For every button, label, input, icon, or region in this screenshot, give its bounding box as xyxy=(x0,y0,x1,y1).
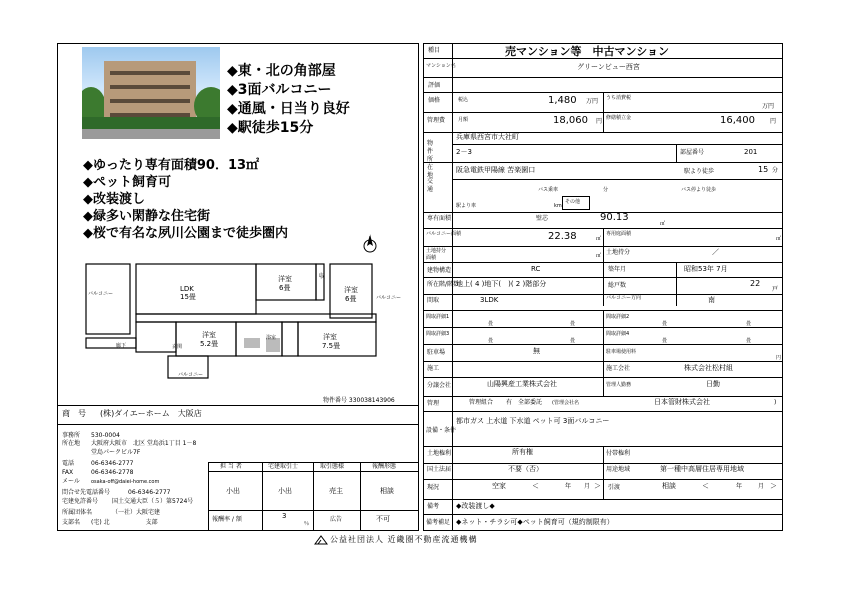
delivery-label: 引渡 xyxy=(608,484,621,491)
structure-label: 建物構造 xyxy=(427,267,452,274)
mansion-name: グリーンビュー西宮 xyxy=(577,63,640,71)
layout-value: 3LDK xyxy=(480,296,499,304)
management-union-value: 有 xyxy=(506,399,513,406)
feature-5: ◆桜で有名な夙川公園まで徒歩圏内 xyxy=(83,226,288,241)
highlight-2: ◆3面バルコニー xyxy=(227,82,332,98)
license-label: 宅建免許番号 xyxy=(62,498,99,505)
madori-3-b: 畳 xyxy=(570,338,576,344)
delivery-month: 月 xyxy=(758,483,765,490)
land-share-unit: ㎡ xyxy=(596,253,602,259)
plan-closet-1: 収 xyxy=(319,273,326,280)
plan-ldk-size: 15畳 xyxy=(180,293,196,301)
price-tax-note: 税込 xyxy=(458,97,469,103)
walk-label: 駅より徒歩 xyxy=(684,168,715,175)
floor-plan xyxy=(84,258,384,388)
shuzen-label: 修繕積立金 xyxy=(606,115,632,121)
building-photo xyxy=(82,47,220,139)
company-label: 商 号 xyxy=(62,409,86,418)
staff-transaction: 売主 xyxy=(329,487,343,495)
car-label: 駅より車 xyxy=(456,203,477,209)
delivery-open: ＜ xyxy=(702,482,709,490)
price-unit: 万円 xyxy=(586,98,599,105)
current-close: ＞ xyxy=(594,482,601,490)
units-label: 総戸数 xyxy=(608,282,627,289)
builder-label: 施工 xyxy=(427,365,440,372)
madori-1-b: 畳 xyxy=(570,321,576,327)
zoning-label: 国土法届 xyxy=(427,466,452,473)
plan-ldk: LDK xyxy=(180,285,194,293)
organization-logo-icon xyxy=(314,535,328,545)
madori-2-label: 間取詳細2 xyxy=(606,314,630,320)
area-value: 90.13 xyxy=(600,212,629,223)
owner-label: 管理人勤務 xyxy=(606,382,632,388)
staff-agent: 小出 xyxy=(226,487,240,495)
management-company: 日本管財株式会社 xyxy=(654,398,710,406)
balcony-unit: ㎡ xyxy=(596,236,602,242)
bus-label: バス乗車 xyxy=(538,187,559,193)
built-value: 昭和53年 7月 xyxy=(684,265,728,273)
plan-balcony-front: バルコニー xyxy=(178,372,204,378)
built-label: 築年月 xyxy=(608,266,627,273)
parking-fee-unit: 円 xyxy=(776,355,782,361)
delivery-close: ＞ xyxy=(770,482,777,490)
floors-label: 所在階/階数 xyxy=(427,281,460,288)
listing-number: 物件番号 330038143906 xyxy=(323,397,395,404)
remarks-label: 備考 xyxy=(427,503,440,510)
company-divider xyxy=(57,405,419,406)
zoning-value: 不要（否） xyxy=(508,465,543,473)
plan-corridor: 廊下 xyxy=(116,343,127,349)
ad-value: 不可 xyxy=(376,515,390,523)
north-label: N xyxy=(366,231,371,238)
management-type: 全部委託 xyxy=(518,399,543,406)
kanri-label: 管理費 xyxy=(427,117,446,124)
plan-room2-size: 6畳 xyxy=(345,295,357,303)
branch-label: 支部名 xyxy=(62,519,81,526)
listing-type-title: 売マンション等 中古マンション xyxy=(505,45,670,58)
tax-label: うち消費税 xyxy=(606,95,632,101)
company-mail-label: メール xyxy=(62,478,80,485)
feature-3: ◆改装渡し xyxy=(83,192,145,207)
units-unit: 戸 xyxy=(772,286,779,293)
area-label: 専有面積 xyxy=(427,215,452,222)
kanri-unit: 円 xyxy=(596,118,603,125)
plan-room1: 洋室 xyxy=(278,275,292,283)
use-value: 第一種中高層住居専用地域 xyxy=(660,465,744,473)
facilities-label: 設備・条件 xyxy=(426,427,457,434)
highlight-3: ◆通風・日当り良好 xyxy=(227,101,350,117)
plan-entrance: 玄関 xyxy=(172,344,183,350)
lease-label: 付帯権利 xyxy=(606,450,631,457)
company-postcode: 530-0004 xyxy=(91,432,120,439)
plan-room3-size: 5.2畳 xyxy=(200,340,219,348)
location-label: 物件所在地 xyxy=(427,140,434,179)
structure-value: RC xyxy=(531,265,541,273)
walk-value: 15 xyxy=(758,165,769,174)
balcony-direction-label: バルコニー方向 xyxy=(606,295,642,301)
plan-room1-size: 6畳 xyxy=(279,284,291,292)
plan-room3: 洋室 xyxy=(202,331,216,339)
price-value: 1,480 xyxy=(548,95,577,106)
parking-value: 無 xyxy=(533,347,540,355)
staff-header-1: 担 当 者 xyxy=(220,463,242,470)
delivery-value: 相談 xyxy=(662,482,676,490)
delivery-year: 年 xyxy=(736,483,743,490)
land-share-label: 土地持分面積 xyxy=(426,248,447,261)
ad-label: 広告 xyxy=(330,516,343,523)
fee-rate-value: 3 xyxy=(282,512,287,520)
plan-room2: 洋室 xyxy=(344,286,358,294)
company-address2: 堂島パークビル7F xyxy=(91,449,141,456)
kanri-value: 18,060 xyxy=(553,115,588,126)
current-year: 年 xyxy=(565,483,572,490)
branch: (宅) 北 支部 xyxy=(91,519,158,526)
shuzen-value: 16,400 xyxy=(720,115,755,126)
management-close: ) xyxy=(774,399,777,406)
current-label: 現況 xyxy=(427,484,440,491)
address-1: 兵庫県西宮市大社町 xyxy=(456,133,519,141)
company-tel-label: 電話 xyxy=(62,460,75,467)
staff-header-2: 宅建取引士 xyxy=(268,463,299,470)
company-office-label: 事務所 xyxy=(62,432,81,439)
current-open: ＜ xyxy=(532,482,539,490)
association: （一社）大阪宅建 xyxy=(112,509,161,516)
madori-2-b: 畳 xyxy=(746,321,752,327)
balcony-value: 22.38 xyxy=(548,231,577,242)
land-right-label-2: 土地権利 xyxy=(427,450,452,457)
madori-3-a: 畳 xyxy=(488,338,494,344)
madori-3-label: 間取詳細3 xyxy=(426,331,450,337)
layout-label: 間取 xyxy=(427,297,440,304)
company-mail[interactable]: osaka-off@daiei-home.com xyxy=(91,479,160,485)
plan-balcony-right: バルコニー xyxy=(376,295,402,301)
balcony-label: バルコニー面積 xyxy=(426,231,462,237)
current-value: 空家 xyxy=(492,482,506,490)
management-label: 管理 xyxy=(427,400,440,407)
private-garden-label: 専用庭面積 xyxy=(606,231,632,237)
bus-unit: 分 xyxy=(603,187,609,193)
company-fax: 06-6346-2778 xyxy=(91,469,134,476)
management-union: 管理組合 xyxy=(469,399,494,406)
walk-unit: 分 xyxy=(772,167,779,174)
staff-header-3: 取引態様 xyxy=(320,463,345,470)
car-unit: km xyxy=(554,203,562,209)
remarks2-label: 備考補足 xyxy=(426,519,451,526)
madori-4-a: 畳 xyxy=(662,338,668,344)
room-number-label: 部屋番号 xyxy=(680,149,705,156)
seller-label: 分譲会社 xyxy=(427,382,452,389)
fee-rate-label: 報酬率 / 額 xyxy=(212,516,242,523)
company-name-line xyxy=(57,424,419,425)
kanri-sub: 月額 xyxy=(458,117,469,123)
busstop-label: バス停より徒歩 xyxy=(681,187,717,193)
address-2: 2－3 xyxy=(456,148,472,156)
balcony-direction: 南 xyxy=(708,296,715,304)
organization-footer: 公益社団法人 近畿圏不動産流通機構 xyxy=(330,535,478,544)
company-fax-label: FAX xyxy=(62,469,74,476)
plan-bath: 浴室 xyxy=(266,335,277,341)
land-right-label: 土地持分 xyxy=(606,249,631,256)
other-label: その他 xyxy=(565,199,581,205)
plan-room4: 洋室 xyxy=(323,333,337,341)
company-address: 大阪府大阪市 北区 堂島浜1丁目 1－8 xyxy=(91,440,197,447)
price-label: 価格 xyxy=(428,97,441,104)
management-company-note: (管理会社名 xyxy=(552,400,579,406)
feature-1: ◆ゆったり専有面積90．13㎡ xyxy=(83,158,260,173)
units-value: 22 xyxy=(750,279,761,288)
remarks2-value: ◆ネット・チラシ可◆ペット飼育可（規約制限有） xyxy=(456,518,614,526)
fee-rate-unit: ％ xyxy=(304,521,310,527)
feature-2: ◆ペット飼育可 xyxy=(83,175,171,190)
owner-value: 日勤 xyxy=(706,380,720,388)
access-label: 交通 xyxy=(427,178,434,193)
use-label: 用途地域 xyxy=(606,466,631,473)
madori-4-b: 畳 xyxy=(746,338,752,344)
tax-unit: 万円 xyxy=(762,103,775,110)
company-tel: 06-6346-2777 xyxy=(91,460,134,467)
seko-value: 株式会社松村組 xyxy=(684,364,733,372)
madori-1-a: 畳 xyxy=(488,321,494,327)
current-month: 月 xyxy=(584,483,591,490)
shuzen-unit: 円 xyxy=(770,118,777,125)
inquiry-tel-label: 問合せ先電話番号 xyxy=(62,489,111,496)
remarks-value: ◆改装渡し◆ xyxy=(456,502,495,510)
highlight-4: ◆駅徒歩15分 xyxy=(227,120,314,136)
plan-room4-size: 7.5畳 xyxy=(322,342,341,350)
private-garden-unit: ㎡ xyxy=(776,236,782,242)
highlight-1: ◆東・北の角部屋 xyxy=(227,63,336,79)
feature-4: ◆緑多い閑静な住宅街 xyxy=(83,209,210,224)
seller-value: 山陽興産工業株式会社 xyxy=(487,380,557,388)
floors-value: 地上( 4 )地下( )( 2 )階部分 xyxy=(456,280,547,288)
staff-fee-type: 相談 xyxy=(380,487,394,495)
land-right-value-2: 所有権 xyxy=(512,448,533,456)
area-sub: 壁芯 xyxy=(536,215,549,222)
land-right-value: ／ xyxy=(712,248,719,256)
company-name: (株)ダイエーホーム 大阪店 xyxy=(100,409,202,418)
staff-license-holder: 小出 xyxy=(278,487,292,495)
facilities-value: 都市ガス 上水道 下水道 ペット可 3面バルコニー xyxy=(456,417,610,425)
inquiry-tel: 06-6346-2777 xyxy=(128,489,171,496)
plan-balcony-left: バルコニー xyxy=(88,291,114,297)
parking-label: 駐車場 xyxy=(427,349,446,356)
mansion-name-label: マンション名 xyxy=(426,63,456,69)
rating-label: 評価 xyxy=(428,82,441,89)
company-address-label: 所在地 xyxy=(62,440,81,447)
association-label: 所属団体名 xyxy=(62,509,93,516)
area-unit: ㎡ xyxy=(660,221,666,227)
room-number: 201 xyxy=(744,148,758,156)
madori-2-a: 畳 xyxy=(662,321,668,327)
madori-1-label: 間取詳細1 xyxy=(426,314,450,320)
license-number: 国土交通大臣（５）第5724号 xyxy=(112,498,194,505)
access-line: 阪急電鉄甲陽線 苦楽園口 xyxy=(456,166,536,174)
madori-4-label: 間取詳細4 xyxy=(606,331,630,337)
parking-fee-label: 駐車場使用料 xyxy=(606,349,637,355)
staff-header-4: 報酬形態 xyxy=(372,463,397,470)
seko-label: 施工会社 xyxy=(606,365,631,372)
shumoku-label: 種目 xyxy=(428,47,441,54)
